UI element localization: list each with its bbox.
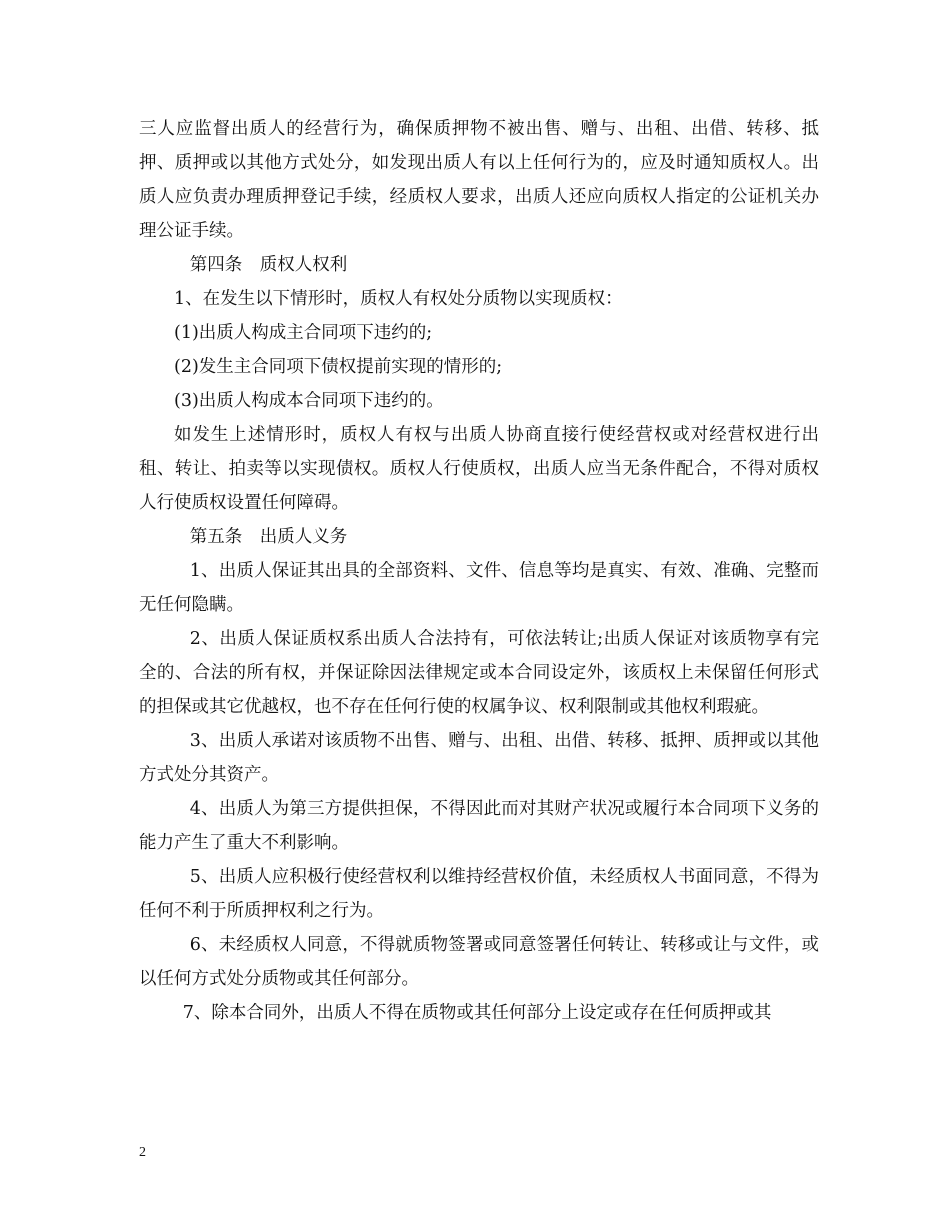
page-number: 2: [139, 1145, 146, 1160]
article-5-clause-3: 3、出质人承诺对该质物不出售、赠与、出租、出借、转移、抵押、质押或以其他方式处分其资产。: [139, 731, 819, 785]
paragraph-continuation: 三人应监督出质人的经营行为，确保质押物不被出售、赠与、出租、出借、转移、抵押、质押或以其他方式处分，如发现出质人有以上任何行为的，应及时通知质权人。出质人应负责办理质押登记手续，经质权人要求，出质人还应向质权人指定的公证机关办理公证手续。: [139, 119, 819, 241]
article-5-clause-4: 4、出质人为第三方提供担保，不得因此而对其财产状况或履行本合同项下义务的能力产生了重大不利影响。: [139, 799, 819, 853]
article-4-paragraph: 如发生上述情形时，质权人有权与出质人协商直接行使经营权或对经营权进行出租、转让、拍卖等以实现债权。质权人行使质权，出质人应当无条件配合，不得对质权人行使质权设置任何障碍。: [139, 425, 819, 513]
article-5-clause-7: 7、除本合同外，出质人不得在质物或其任何部分上设定或存在任何质押或其: [182, 1003, 772, 1023]
article-5-clause-1: 1、出质人保证其出具的全部资料、文件、信息等均是真实、有效、准确、完整而无任何隐瞒。: [139, 561, 819, 615]
article-4-clause-1: 1、在发生以下情形时，质权人有权处分质物以实现质权：: [174, 289, 623, 309]
article-4-item-1: (1)出质人构成主合同项下违约的;: [174, 323, 433, 343]
article-5-clause-5: 5、出质人应积极行使经营权利以维持经营权价值，未经质权人书面同意，不得为任何不利于所质押权利之行为。: [139, 867, 819, 921]
article-5-clause-2: 2、出质人保证质权系出质人合法持有，可依法转让;出质人保证对该质物享有完全的、合法的所有权，并保证除因法律规定或本合同设定外，该质权上未保留任何形式的担保或其它优越权，也不存在任何行使的权属争议、权利限制或其他权利瑕疵。: [139, 629, 819, 717]
document-body: [139, 112, 819, 1030]
article-4-item-2: (2)发生主合同项下债权提前实现的情形的;: [174, 357, 503, 377]
article-5-clause-6: 6、未经质权人同意，不得就质物签署或同意签署任何转让、转移或让与文件，或以任何方式处分质物或其任何部分。: [139, 935, 819, 989]
article-4-heading: 第四条 质权人权利: [189, 255, 348, 275]
article-5-heading: 第五条 出质人义务: [189, 527, 348, 547]
article-4-item-3: (3)出质人构成本合同项下违约的。: [174, 391, 444, 411]
